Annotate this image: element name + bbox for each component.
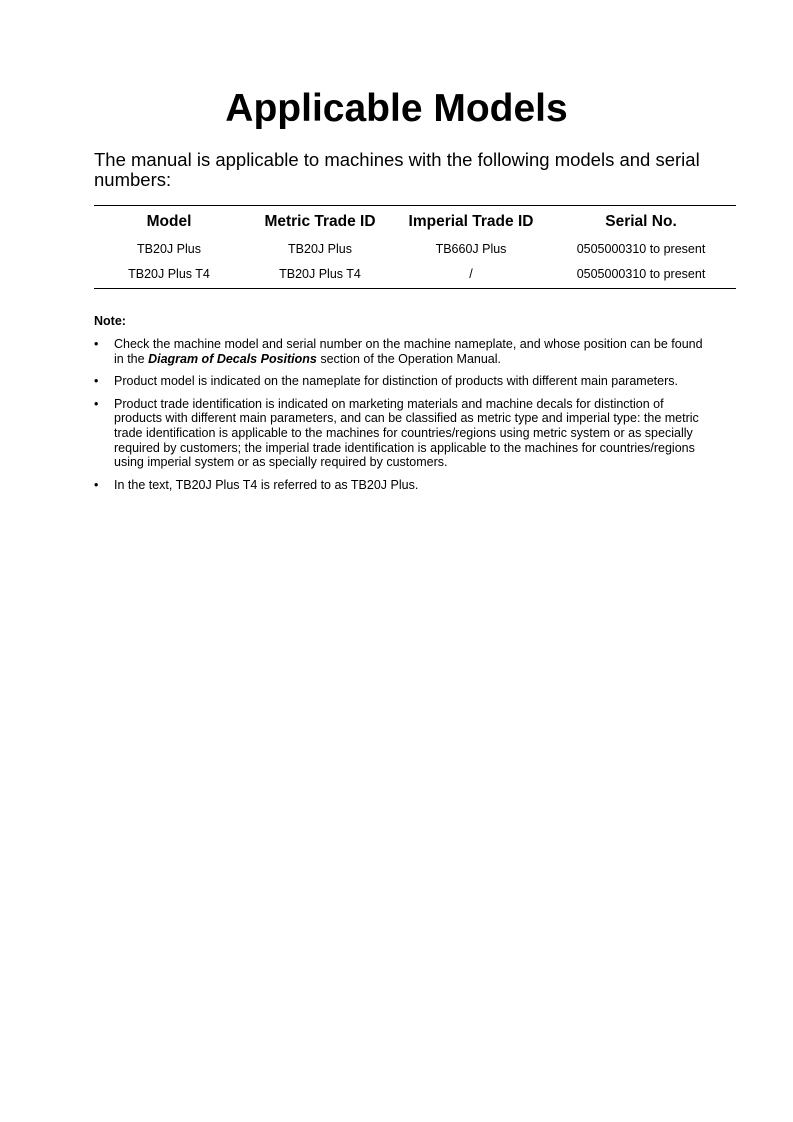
table-row bbox=[94, 261, 736, 289]
cell-metric-trade-id: TB20J Plus T4 bbox=[279, 266, 361, 281]
list-item bbox=[94, 478, 704, 493]
models-table bbox=[94, 205, 736, 289]
note-text: Product model is indicated on the nameplate for distinction of products with different main parameters. bbox=[114, 374, 678, 389]
list-item bbox=[94, 337, 704, 366]
list-item bbox=[94, 374, 704, 389]
note-text bbox=[114, 337, 703, 366]
note-text-after: section of the Operation Manual. bbox=[316, 351, 502, 366]
cell-model: TB20J Plus bbox=[137, 241, 201, 256]
note-text-before: Check the machine model and serial number on the machine nameplate, and whose position can be found in the bbox=[114, 337, 703, 366]
cell-imperial-trade-id: TB660J Plus bbox=[435, 241, 507, 256]
note-text: In the text, TB20J Plus T4 is referred to as TB20J Plus. bbox=[114, 477, 419, 492]
header-metric-trade-id: Metric Trade ID bbox=[264, 213, 376, 230]
list-item bbox=[94, 397, 704, 470]
cell-imperial-trade-id: / bbox=[469, 266, 473, 281]
bullet-icon: • bbox=[94, 374, 99, 389]
note-list bbox=[94, 337, 704, 500]
cell-model: TB20J Plus T4 bbox=[128, 266, 210, 281]
bullet-icon: • bbox=[94, 477, 99, 492]
cell-serial-no: 0505000310 to present bbox=[576, 266, 706, 281]
bullet-icon: • bbox=[94, 396, 99, 411]
section-reference: Diagram of Decals Positions bbox=[148, 351, 317, 366]
table-header-row bbox=[94, 206, 736, 237]
cell-metric-trade-id: TB20J Plus bbox=[288, 241, 352, 256]
page-title: Applicable Models bbox=[225, 87, 568, 130]
note-label: Note: bbox=[94, 314, 126, 328]
header-model: Model bbox=[146, 213, 192, 230]
note-text: Product trade identification is indicated on marketing materials and machine decals for distinction of products with different main parameters, and can be classified as metric type and imperial type: the metric trade identification is applicable to the machines for countries/regions using metric system or as specially required by customers; the imperial trade identification is applicable to the machines for countries/regions using imperial system or as specially required by customers. bbox=[114, 396, 699, 470]
intro-paragraph: The manual is applicable to machines with the following models and serial numbers: bbox=[94, 149, 700, 190]
header-imperial-trade-id: Imperial Trade ID bbox=[408, 213, 534, 230]
header-serial-no: Serial No. bbox=[605, 213, 677, 230]
cell-serial-no: 0505000310 to present bbox=[576, 241, 706, 256]
bullet-icon: • bbox=[94, 337, 99, 351]
table-row bbox=[94, 236, 736, 261]
